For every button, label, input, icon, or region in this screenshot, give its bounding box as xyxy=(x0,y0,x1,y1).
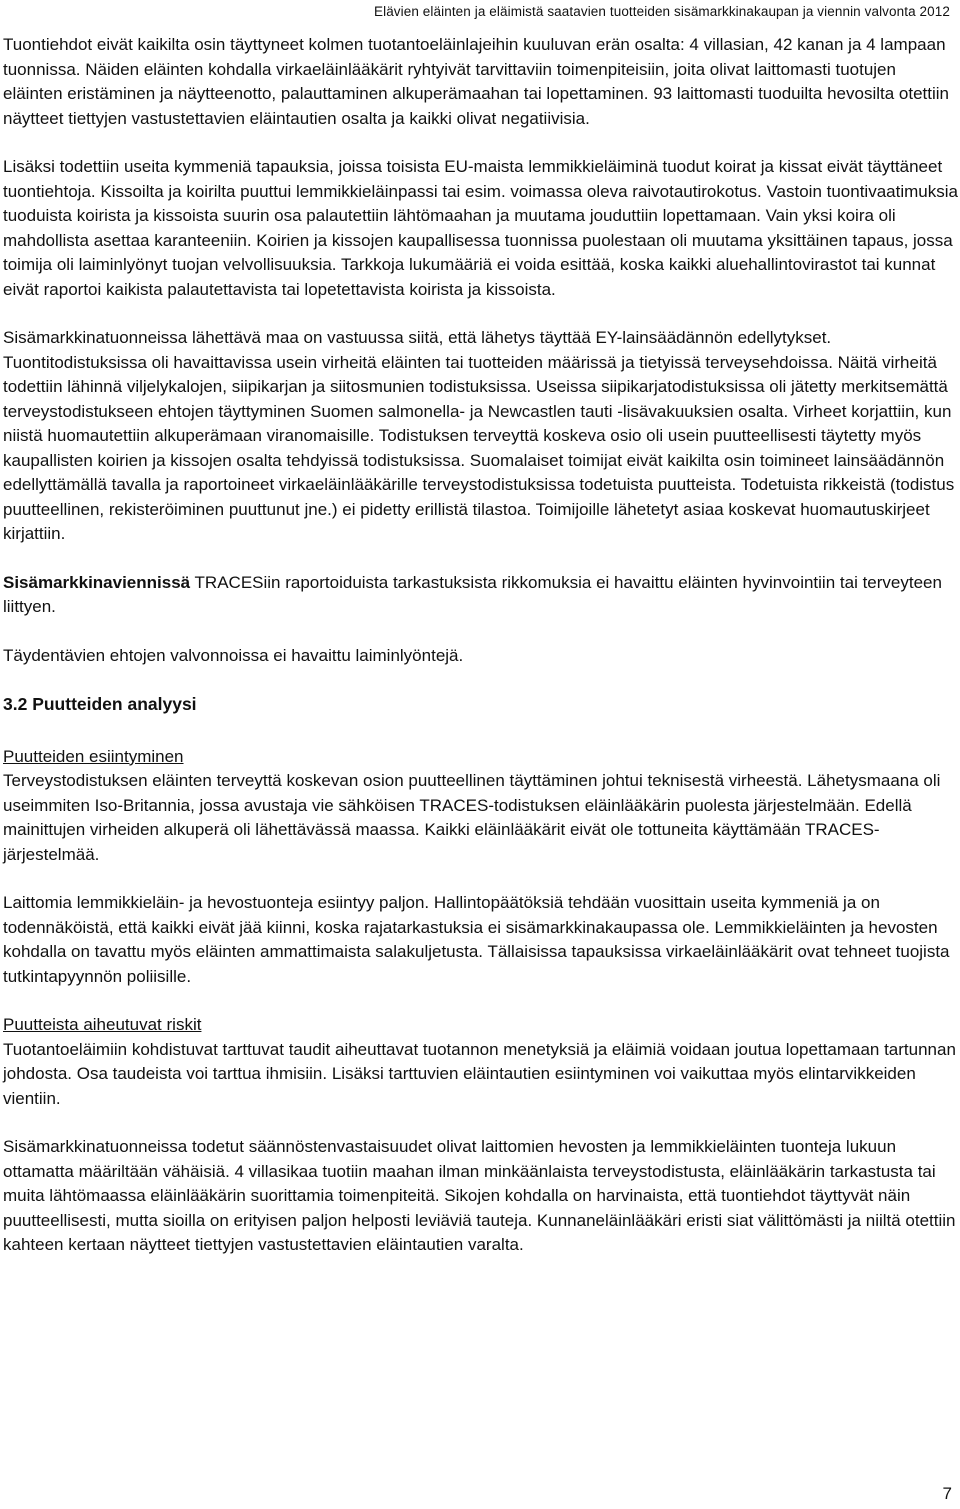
risks-paragraph-1: Tuotantoeläimiin kohdistuvat tarttuvat taudit aiheuttavat tuotannon menetyksiä ja eläimiä voidaan joutua lopettamaan tartunnan johdosta. Osa taudeista voi tarttua ihmisiin. Lisäksi tarttuvien eläintautien esiintyminen voi vaikuttaa myös elintarvikkeiden vientiin. xyxy=(3,1039,956,1108)
running-header: Elävien eläinten ja eläimistä saatavien tuotteiden sisämarkkinakaupan ja viennin valvonta 2012 xyxy=(373,4,950,19)
paragraph-5: Täydentävien ehtojen valvonnoissa ei havaittu laiminlyöntejä. xyxy=(3,645,464,665)
paragraph-2: Lisäksi todettiin useita kymmeniä tapauksia, joissa toisista EU-maista lemmikkieläiminä tuodut koirat ja kissat eivät täyttäneet tuontiehtoja. Kissoilta ja koirilta puuttui lemmikkieläinpassi tai esim. voimassa oleva raivotautirokotus. Vastoin tuontivaatimuksia tuoduista koirista ja kissoista suurin osa palautettiin lähtömaahan ja muutama jouduttiin lopettamaan. Vain yksi koira oli mahdollista asettaa karanteeniin. Koirien ja kissojen kaupallisessa tuonnissa puolestaan oli muutama yksittäinen tapaus, jossa toimija oli laiminlyönyt tuojan velvollisuuksia. Tarkkoja lukumääriä ei voida esittää, koska kaikki aluehallintovirastot tai kunnat eivät raportoi kaikista palautettavista tai lopetettavista koirista ja kissoista. xyxy=(3,157,958,299)
risks-paragraph-2: Sisämarkkinatuonneissa todetut säännöstenvastaisuudet olivat laittomien hevosten ja lemmikkieläinten tuonteja lukuun ottamatta määriltään vähäisiä. 4 villasikaa tuotiin maahan ilman minkäänlaista terveystodistusta, eläinlääkärin tarkastusta tai muita lähtömaassa eläinlääkärin suorittamia toimenpiteitä. Sikojen kohdalla on harvinaista, että tuontiehdot täyttyvät näin puutteellisesti, mutta sioilla on erityisen paljon helposti leviäviä tauteja. Kunnaneläinlääkäri eristi siat välittömästi ja niiltä otettiin kahteen kertaan näytteet tiettyjen vastustettavien eläintautien varalta. xyxy=(3,1137,956,1254)
paragraph-4 xyxy=(3,571,958,620)
occurrence-paragraph-1: Terveystodistuksen eläinten terveyttä koskevan osion puutteellinen täyttäminen johtui teknisestä virheestä. Lähetysmaana oli useimmiten Iso-Britannia, jossa avustaja vie sähköisen TRACES-todistuksen eläinlääkärin puolesta järjestelmään. Edellä mainittujen virheiden alkuperä oli lähettävässä maassa. Kaikki eläinlääkärit eivät ole tottuneita käyttämään TRACES-järjestelmää. xyxy=(3,771,941,864)
occurrence-paragraph-2: Laittomia lemmikkieläin- ja hevostuonteja esiintyy paljon. Hallintopäätöksiä tehdään vuosittain useita kymmeniä ja on todennäköistä, että kaikki eivät jää kiinni, koska rajatarkastuksia ei sisämarkkinakaupassa ole. Lemmikkieläinten ja hevosten kohdalla on tavattu myös eläinten ammattimaista salakuljetusta. Tällaisissa tapauksissa virkaeläinlääkärit ovat tehneet tuojista tutkintapyynnön poliisille. xyxy=(3,893,950,986)
paragraph-1: Tuontiehdot eivät kaikilta osin täyttyneet kolmen tuotantoeläinlajeihin kuuluvan erän osalta: 4 villasian, 42 kanan ja 4 lampaan tuonnissa. Näiden eläinten kohdalla virkaeläinlääkärit ryhtyivät tarvittaviin toimenpiteisiin, joita olivat laittomasti tuotujen eläinten eristäminen ja näytteenotto, palauttaminen alkuperämaahan tai lopettaminen. 93 laittomasti tuoduilta hevosilta otettiin näytteet tiettyjen vastustettavien eläintautien osalta ja kaikki olivat negatiivisia. xyxy=(3,35,949,128)
subheading-risks xyxy=(3,1013,958,1038)
bold-term: Sisämarkkinaviennissä xyxy=(3,572,191,592)
subheading-occurrence xyxy=(3,745,958,770)
body-text xyxy=(3,33,958,1282)
paragraph-3: Sisämarkkinatuonneissa lähettävä maa on vastuussa siitä, että lähetys täyttää EY-lainsäädännön edellytykset. Tuontitodistuksissa oli havaittavissa usein virheitä eläinten tai tuotteiden määrissä ja tietyissä terveysehdoissa. Näitä virheitä todettiin lähinnä viljelykalojen, siipikarjan ja siitosmunien todistuksissa. Useissa siipikarjatodistuksissa oli jätetty merkitsemättä terveystodistukseen ehtojen täyttyminen Suomen salmonella- ja Newcastlen tauti -lisävakuuksien osalta. Virheet korjattiin, kun niistä huomautettiin alkuperämaan viranomaisille. Todistuksen terveyttä koskeva osio oli usein puutteellisesti täytetty myös kaupallisten koirien ja kissojen osalta tehdyissä todistuksissa. Suomalaiset toimijat eivät kaikilta osin toimineet lainsäädännön edellyttämällä tavalla ja raportoineet virkaeläinlääkärille terveystodistuksissa todetuista puutteista. Todetuista rikkeistä (todistus puutteellinen, rekisteröiminen puuttunut jne.) ei pidetty erillistä tilastoa. Toimijoille lähetetyt asiaa koskevat huomautuskirjeet kirjattiin. xyxy=(3,328,955,543)
subheading-occurrence-text: Puutteiden esiintyminen xyxy=(3,746,184,766)
page-number: 7 xyxy=(942,1484,952,1503)
paragraph-4-rest: TRACESiin raportoiduista tarkastuksista rikkomuksia ei havaittu eläinten hyvinvointiin tai terveyteen liittyen. xyxy=(3,572,942,616)
section-heading: 3.2 Puutteiden analyysi xyxy=(3,694,197,714)
subheading-risks-text: Puutteista aiheutuvat riskit xyxy=(3,1015,202,1034)
